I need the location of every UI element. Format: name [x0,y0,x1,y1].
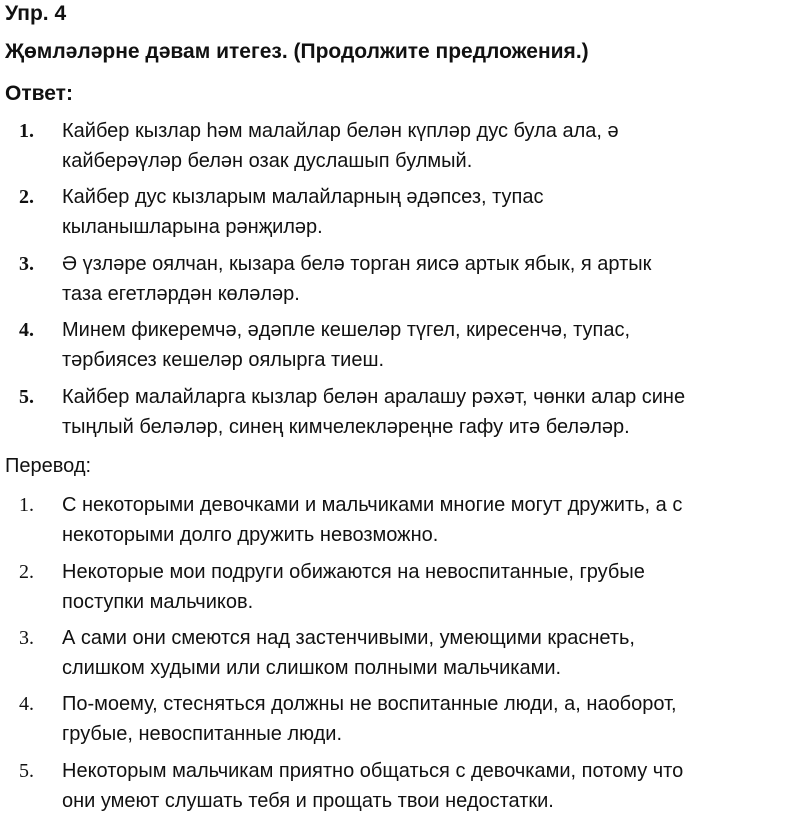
translation-text [62,490,798,550]
translation-line: они умеют слушать тебя и прощать твои недостатки. [62,790,554,812]
translation-text [62,623,798,683]
translation-label: Перевод: [5,455,92,477]
answer-label: Ответ: [5,82,73,105]
answer-line: Ә үзләре оялчан, кызара белә торган яисә артык ябык, я артык [62,253,652,275]
translation-text [62,689,798,749]
answer-text [62,382,798,442]
answer-line: кыланышларына рәнҗиләр. [62,216,323,238]
answer-text [62,116,798,176]
answer-line: таза егетләрдән көләләр. [62,283,300,305]
answer-line: Минем фикеремчә, әдәпле кешеләр түгел, киресенчә, тупас, [62,319,630,341]
translation-line: поступки мальчиков. [62,591,254,613]
translation-line: А сами они смеются над застенчивыми, умеющими краснеть, [62,627,635,649]
answer-line: Кайбер кызлар һәм малайлар белән күпләр дус була ала, ә [62,120,619,142]
translation-number: 5. [19,760,34,782]
answer-line: тыңлый беләләр, синең кимчелекләреңне гафу итә беләләр. [62,416,630,438]
answer-line: Кайбер малайларга кызлар белән аралашу рәхәт, чөнки алар сине [62,386,686,408]
translation-text [62,756,798,816]
exercise-title: Упр. 4 [5,2,67,25]
answer-text [62,182,798,242]
answer-text [62,249,798,309]
translation-text [62,557,798,617]
answer-number: 1. [19,120,34,142]
answer-number: 3. [19,253,34,275]
translation-line: По-моему, стесняться должны не воспитанные люди, а, наоборот, [62,693,677,715]
translation-line: грубые, невоспитанные люди. [62,723,343,745]
translation-line: С некоторыми девочками и мальчиками многие могут дружить, а с [62,494,683,516]
answer-number: 5. [19,386,34,408]
translation-line: Некоторым мальчикам приятно общаться с девочками, потому что [62,760,684,782]
translation-number: 3. [19,627,34,649]
answer-line: Кайбер дус кызларым малайларның әдәпсез, тупас [62,186,544,208]
translation-line: слишком худыми или слишком полными мальчиками. [62,657,562,679]
task-instruction: Җөмләләрне дәвам итегез. (Продолжите предложения.) [5,40,589,63]
answer-line: кайберәүләр белән озак дуслашып булмый. [62,150,473,172]
translation-number: 1. [19,494,34,516]
translation-line: некоторыми долго дружить невозможно. [62,524,439,546]
answer-line: тәрбиясез кешеләр оялырга тиеш. [62,349,385,371]
translation-line: Некоторые мои подруги обижаются на невоспитанные, грубые [62,561,645,583]
answer-number: 4. [19,319,34,341]
translation-number: 4. [19,693,34,715]
answer-number: 2. [19,186,34,208]
answer-text [62,315,798,375]
translation-number: 2. [19,561,34,583]
